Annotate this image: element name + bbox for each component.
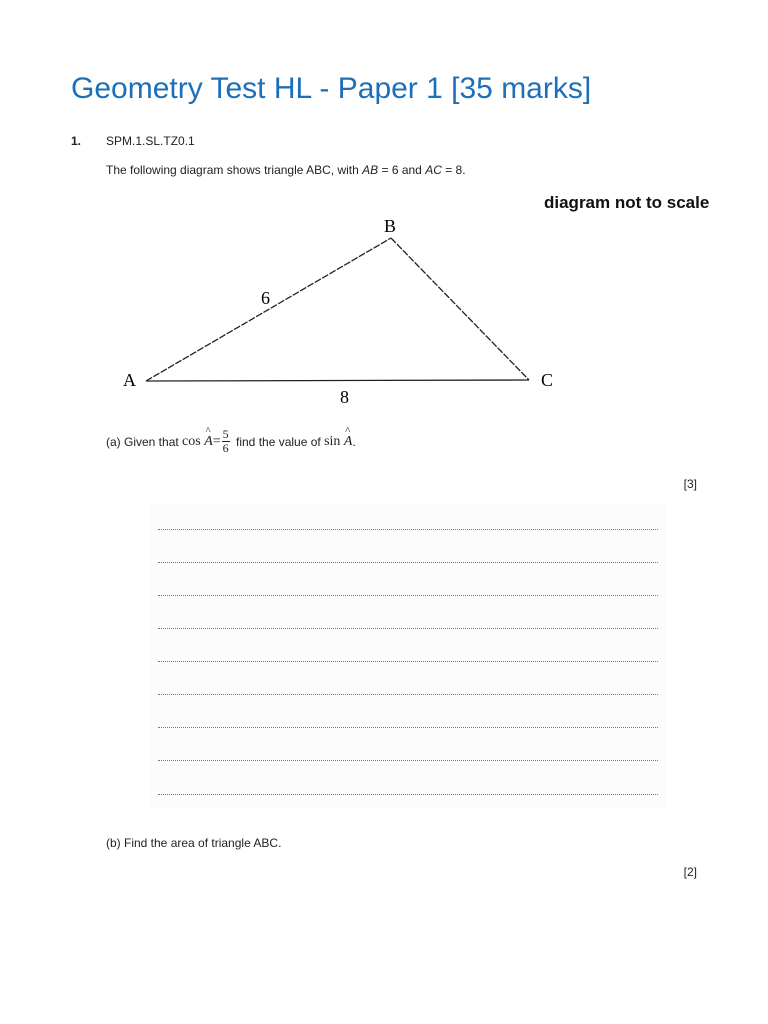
question-number: 1. xyxy=(71,134,82,148)
angle-a-hat-2: ^ A xyxy=(344,434,353,450)
cos-symbol: cos xyxy=(182,433,201,449)
fraction-numerator: 5 xyxy=(222,427,229,441)
side-ac-line xyxy=(146,380,529,381)
side-bc-line xyxy=(391,238,529,380)
vertex-a-label: A xyxy=(123,370,136,390)
answer-line[interactable] xyxy=(158,727,658,728)
answer-line[interactable] xyxy=(158,595,658,596)
question-code: SPM.1.SL.TZ0.1 xyxy=(106,134,195,148)
fraction xyxy=(222,428,230,455)
answer-area[interactable] xyxy=(150,505,666,807)
diagram-scale-note: diagram not to scale xyxy=(544,193,710,212)
question-intro xyxy=(106,163,466,177)
sin-symbol: sin xyxy=(324,433,341,449)
side-ab-length: 6 xyxy=(261,288,270,308)
angle-a-hat: ^ A xyxy=(204,434,213,450)
fraction-denominator: 6 xyxy=(222,441,229,455)
vertex-b-label: B xyxy=(384,216,397,236)
answer-line[interactable] xyxy=(158,760,658,761)
page-title: Geometry Test HL - Paper 1 [35 marks] xyxy=(71,72,592,105)
part-a-marks: [3] xyxy=(683,477,697,491)
part-b-question: (b) Find the area of triangle ABC. xyxy=(106,836,282,850)
part-a-middle: find the value of xyxy=(232,434,325,449)
part-a-question xyxy=(106,428,356,455)
part-b-marks: [2] xyxy=(683,865,697,879)
answer-line[interactable] xyxy=(158,628,658,629)
answer-line[interactable] xyxy=(158,661,658,662)
ab-text: = 6 and xyxy=(378,163,426,177)
intro-prefix: The following diagram shows triangle ABC, with xyxy=(106,163,363,177)
answer-line[interactable] xyxy=(158,562,658,563)
ab-label: AB xyxy=(362,163,379,177)
ac-text: = 8. xyxy=(441,163,466,177)
equals-sign: = xyxy=(212,433,221,449)
side-ac-length: 8 xyxy=(340,387,349,407)
part-a-prefix: (a) Given that xyxy=(106,434,183,449)
triangle-diagram xyxy=(110,205,570,415)
ac-label: AC xyxy=(425,163,442,177)
side-ab-line xyxy=(146,238,391,381)
answer-line[interactable] xyxy=(158,694,658,695)
answer-line[interactable] xyxy=(158,529,658,530)
part-a-suffix: . xyxy=(352,434,356,449)
answer-line[interactable] xyxy=(158,794,658,795)
vertex-c-label: C xyxy=(541,370,554,390)
